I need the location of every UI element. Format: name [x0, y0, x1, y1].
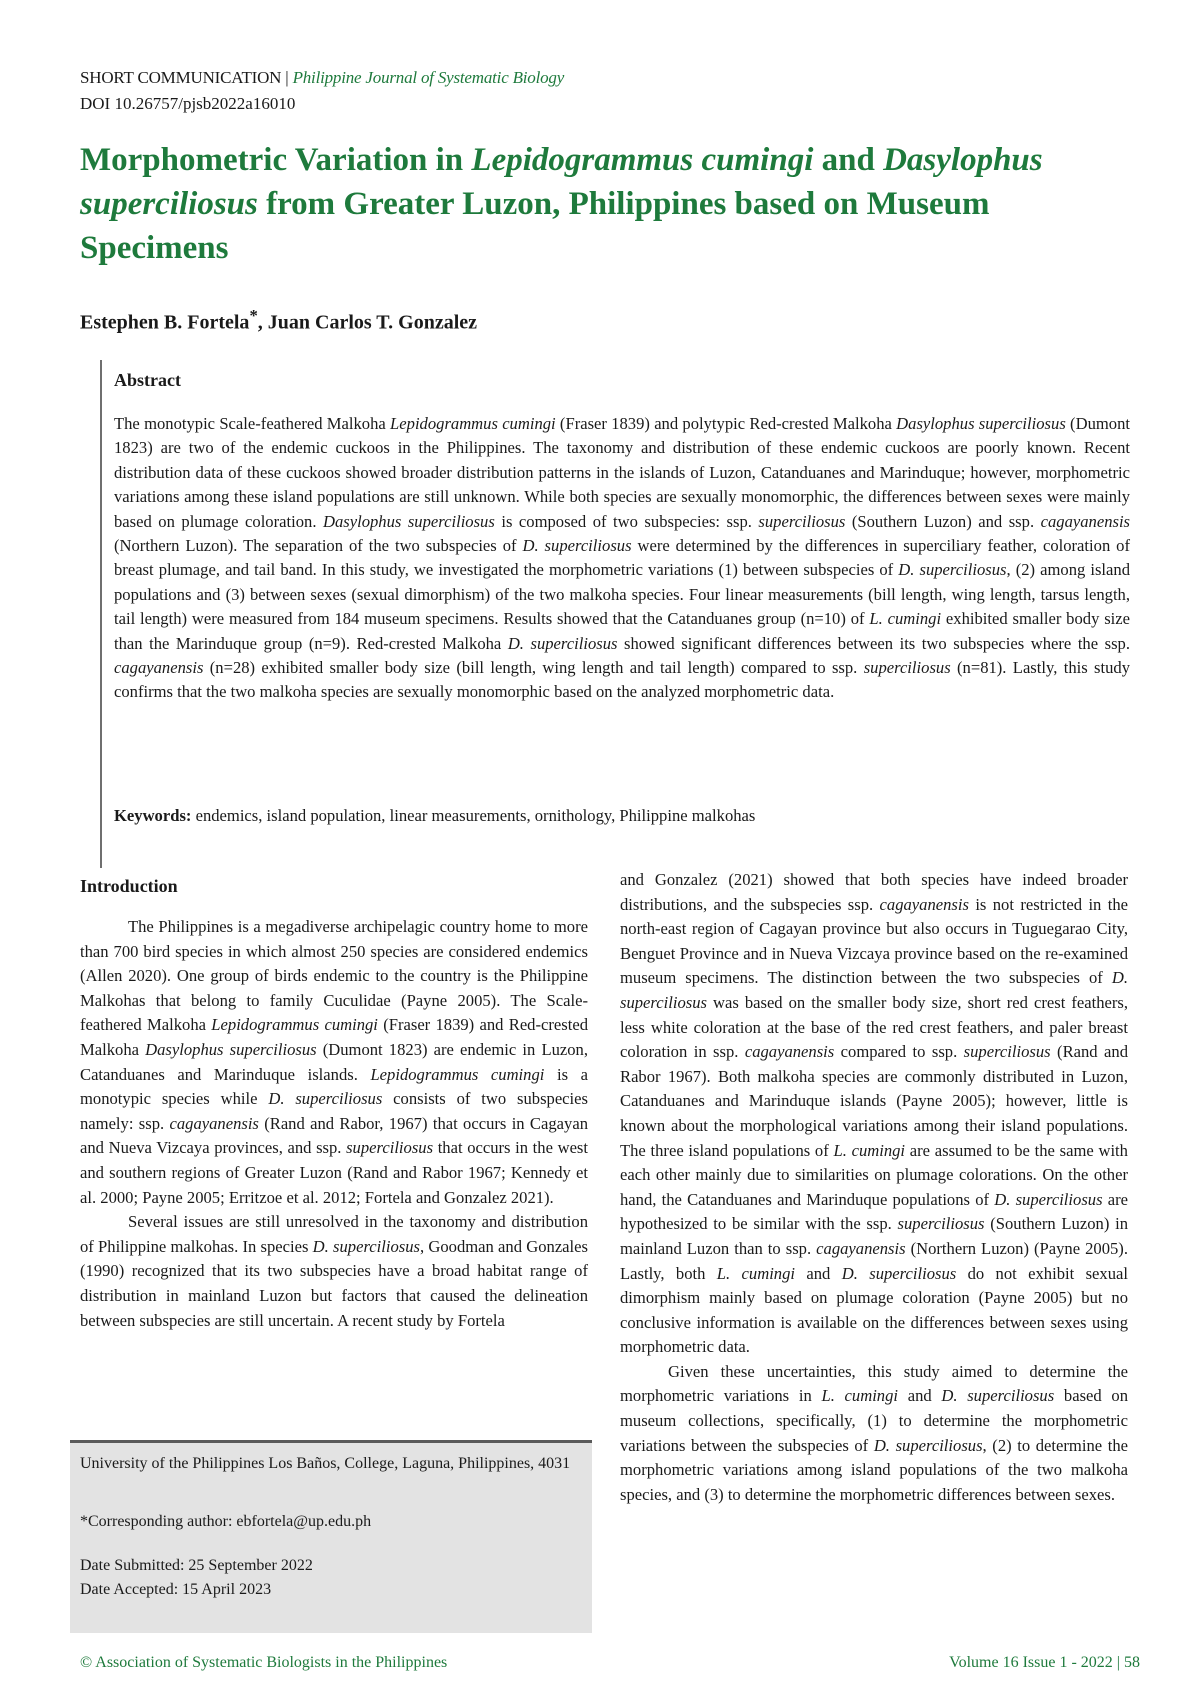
keywords [114, 806, 1130, 826]
text-run: is a monotypic species while [80, 1064, 588, 1109]
text-run: and Gonzalez (2021) showed that both species have indeed broader distributions, and the subspecies ssp. [620, 870, 1128, 914]
corresponding-author: *Corresponding author: ebfortela@up.edu.ph [80, 1513, 372, 1530]
species-name: L. cumingi [716, 1263, 796, 1283]
species-name: cagayanensis [744, 1042, 835, 1062]
abstract-species: D. superciliosus [507, 633, 618, 653]
text-run: (Northern Luzon) (Payne 2005). Lastly, both [620, 1238, 1128, 1283]
abstract-run: were determined by the differences in superciliary feather, coloration of breast plumage, and tail band. In this study, we investigated the morphometric variations (1) between subspecies of [114, 536, 1131, 580]
abstract-run: showed significant differences between its two subspecies where the ssp. [617, 633, 1130, 653]
abstract-species: D. superciliosus [898, 560, 1007, 580]
abstract-species: superciliosus [758, 511, 846, 531]
text-run: (Rand and Rabor, 1967) that occurs in Cagayan and Nueva Vizcaya provinces, and ssp. [80, 1113, 588, 1158]
species-name: D. superciliosus [620, 968, 1128, 1012]
affiliation-address: University of the Philippines Los Baños, College, Laguna, Philippines, 4031 [80, 1455, 571, 1472]
abstract-species: L. cumingi [869, 609, 942, 629]
abstract-run: exhibited smaller body size than the Marinduque group (n=9). Red-crested Malkoha [114, 609, 1130, 653]
left-column [80, 868, 588, 1333]
abstract-species: cagayanensis [1040, 511, 1131, 531]
text-run: (Dumont 1823) are endemic in Luzon, Catanduanes and Marinduque islands. [80, 1039, 588, 1084]
affiliation-box [70, 1440, 592, 1633]
text-run: are hypothesized to be similar with the ssp. [620, 1189, 1129, 1234]
abstract-text [114, 412, 1130, 705]
volume-page-footer: Volume 16 Issue 1 - 2022 | 58 [949, 1654, 1140, 1671]
species-name: cagayanensis [879, 894, 969, 914]
running-header [80, 68, 564, 88]
species-name: cagayanensis [169, 1113, 259, 1133]
abstract-run: (n=28) exhibited smaller body size (bill length, wing length and tail length) compared to ssp. [203, 658, 864, 678]
species-name: Lepidogrammus cumingi [370, 1064, 545, 1084]
right-column [620, 868, 1128, 1507]
intro-paragraph-1 [80, 915, 588, 1210]
author-1: Estephen B. Fortela [80, 311, 250, 334]
species-name: L. cumingi [833, 1140, 906, 1160]
species-name: D. superciliosus [312, 1236, 420, 1256]
abstract-species: Dasylophus superciliosus [322, 511, 495, 531]
introduction-heading: Introduction [80, 876, 178, 896]
abstract-run: (Northern Luzon). The separation of the two subspecies of [114, 536, 523, 556]
text-run: , (2) to determine the morphometric variations among island populations of the two malkoha species, and (3) to determine the morphometric differences between sexes. [620, 1435, 1128, 1504]
species-name: D. superciliosus [268, 1089, 383, 1109]
title-species-1: Lepidogrammus cumingi [471, 142, 814, 178]
species-name: D. superciliosus [841, 1263, 957, 1283]
text-run: The Philippines is a megadiverse archipelagic country home to more than 700 bird species in which almost 250 species are considered endemics (Allen 2020). One group of birds endemic to the country is the Philippine Malkohas that belong to family Cuculidae (Payne 2005). The Scale-feathered Malkoha [80, 917, 588, 1035]
text-run: was based on the smaller body size, short red crest feathers, less white coloration at the base of the red crest feathers, and paler breast coloration in ssp. [620, 992, 1128, 1062]
species-name: superciliosus [346, 1138, 434, 1158]
abstract-species: D. superciliosus [522, 536, 632, 556]
abstract-section [100, 360, 1132, 868]
article-title [80, 138, 1100, 270]
text-run: do not exhibit sexual dimorphism mainly based on plumage coloration (Payne 2005) but no conclusive information is available on the differences between sexes using morphometric data. [620, 1263, 1128, 1357]
author-2: , Juan Carlos T. Gonzalez [257, 311, 478, 334]
title-part: from Greater Luzon, Philippines based on Museum Specimens [80, 186, 990, 266]
title-part: Morphometric Variation in [80, 142, 472, 178]
header-separator: | [281, 68, 293, 87]
species-name: L. cumingi [821, 1386, 899, 1406]
text-run: (Fraser 1839) and Red-crested Malkoha [80, 1015, 588, 1059]
species-name: cagayanensis [816, 1238, 906, 1258]
text-run: (Southern Luzon) in mainland Luzon than to ssp. [620, 1214, 1128, 1258]
article-type: SHORT COMMUNICATION [80, 68, 282, 87]
abstract-run: (Southern Luzon) and ssp. [845, 511, 1041, 531]
text-run: Several issues are still unresolved in the taxonomy and distribution of Philippine malkohas. In species [80, 1212, 588, 1256]
species-name: superciliosus [963, 1042, 1051, 1062]
title-species-2: Dasylophus superciliosus [80, 142, 1043, 222]
journal-name: Philippine Journal of Systematic Biology [292, 68, 565, 87]
abstract-run: , (2) among island populations and (3) between sexes (sexual dimorphism) of the two malkoha species. Four linear measurements (bill length, wing length, tarsus length, tail length) were measured from 184 museum specimens. Results showed that the Catanduanes group (n=10) of [114, 560, 1130, 629]
text-run: is not restricted in the north-east region of Cagayan province but also occurs in Tuguegarao City, Benguet Province and in Nueva Vizcaya province based on the re-examined museum specimens. The distinction between the two subspecies of [620, 894, 1128, 988]
text-run: and [898, 1386, 942, 1406]
species-name: Dasylophus superciliosus [145, 1039, 317, 1059]
text-run: based on museum collections, specifically, (1) to determine the morphometric variations between the subspecies of [620, 1386, 1128, 1455]
keywords-label: Keywords: [114, 806, 192, 825]
species-name: D. superciliosus [994, 1189, 1103, 1209]
abstract-species: superciliosus [863, 658, 951, 678]
abstract-run: (Dumont 1823) are two of the endemic cuckoos in the Philippines. The taxonomy and distribution of these endemic cuckoos are poorly known. Recent distribution data of these cuckoos showed broader distribution patterns in the islands of Luzon, Catanduanes and Marinduque; however, morphometric variations among these island populations are still unknown. While both species are sexually monomorphic, the differences between sexes were mainly based on plumage coloration. [114, 414, 1130, 531]
abstract-run: (Fraser 1839) and polytypic Red-crested Malkoha [555, 414, 897, 433]
species-name: superciliosus [897, 1214, 985, 1234]
species-name: Lepidogrammus cumingi [211, 1015, 378, 1035]
text-run: that occurs in the west and southern regions of Greater Luzon (Rand and Rabor 1967; Kennedy et al. 2000; Payne 2005; Erritzoe et al. 2012; Fortela and Gonzalez 2021). [80, 1138, 588, 1207]
species-name: D. superciliosus [873, 1435, 983, 1455]
species-name: D. superciliosus [941, 1386, 1055, 1406]
keywords-list: endemics, island population, linear measurements, ornithology, Philippine malkohas [191, 806, 756, 825]
text-run: are assumed to be the same with each other mainly due to similarities on plumage colorations. On the other hand, the Catanduanes and Marinduque populations of [620, 1140, 1128, 1209]
title-part: and [813, 142, 884, 178]
text-run: Given these uncertainties, this study aimed to determine the morphometric variations in [620, 1361, 1128, 1406]
text-run: (Rand and Rabor 1967). Both malkoha species are commonly distributed in Luzon, Catanduanes and Marinduque islands (Payne 2005); however, little is known about the morphological variations among their island populations. The three island populations of [620, 1042, 1128, 1160]
abstract-species: Dasylophus superciliosus [896, 414, 1066, 433]
abstract-run: (n=81). Lastly, this study confirms that the two malkoha species are sexually monomorphic based on the analyzed morphometric data. [114, 658, 1130, 702]
corresponding-mark: * [249, 306, 258, 325]
abstract-species: cagayanensis [114, 658, 204, 678]
text-run: compared to ssp. [834, 1042, 964, 1062]
text-run: consists of two subspecies namely: ssp. [80, 1089, 588, 1133]
text-run: , Goodman and Gonzales (1990) recognized that its two subspecies have a broad habitat range of distribution in mainland Luzon but factors that caused the delineation between subspecies are still uncertain. A recent study by Fortela [80, 1236, 588, 1330]
date-submitted: Date Submitted: 25 September 2022 [80, 1557, 313, 1574]
abstract-run: is composed of two subspecies: ssp. [494, 511, 759, 531]
abstract-heading: Abstract [114, 370, 181, 390]
intro-paragraph-2 [80, 1210, 588, 1333]
date-accepted: Date Accepted: 15 April 2023 [80, 1581, 272, 1598]
authors [80, 306, 477, 335]
intro-paragraph-2-continued [620, 868, 1128, 1360]
doi: DOI 10.26757/pjsb2022a16010 [80, 94, 296, 113]
abstract-run: The monotypic Scale-feathered Malkoha [114, 414, 391, 433]
abstract-species: Lepidogrammus cumingi [390, 414, 556, 433]
copyright-footer: © Association of Systematic Biologists in the Philippines [80, 1654, 448, 1671]
text-run: and [795, 1263, 842, 1283]
intro-paragraph-3 [620, 1360, 1128, 1508]
